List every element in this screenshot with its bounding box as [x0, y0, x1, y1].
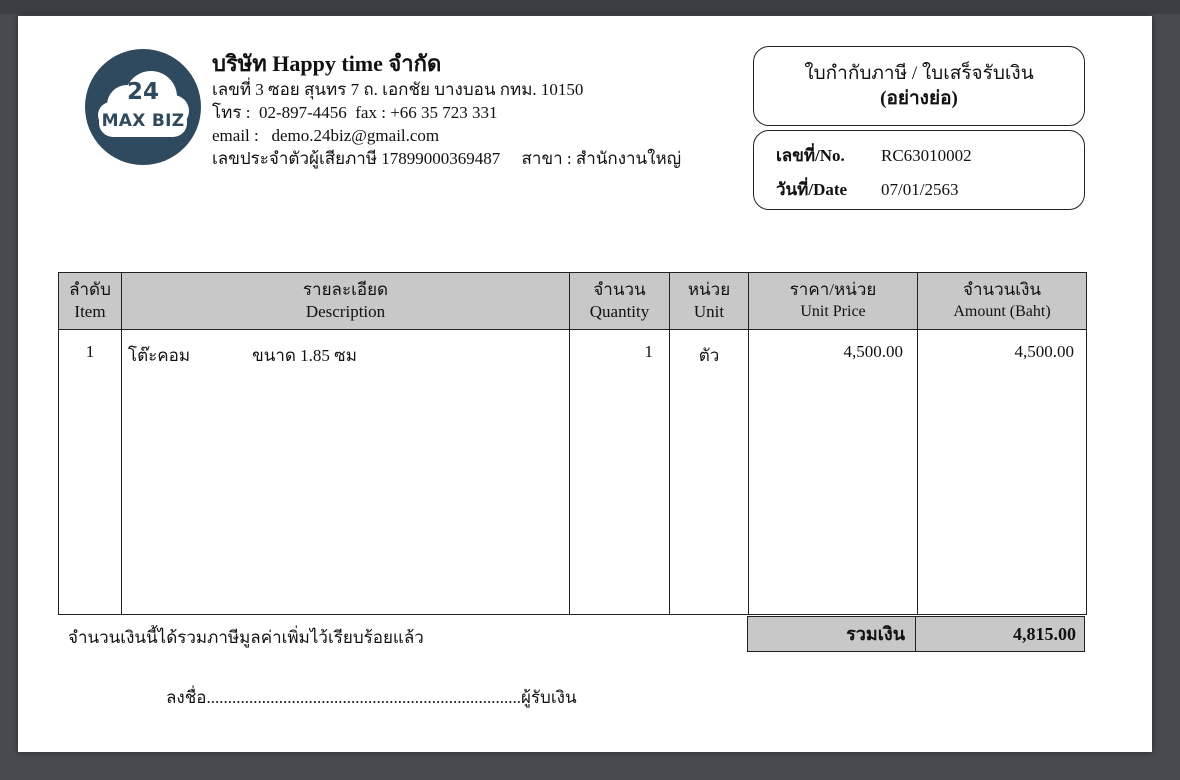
document-info-box [753, 130, 1085, 210]
signature-line: ลงชื่อ..........................................................................ผู้รับเงิน [166, 688, 577, 707]
document-date-row [776, 179, 958, 201]
header-quantity: จำนวน Quantity [570, 273, 670, 330]
header-item: ลำดับ Item [59, 273, 122, 330]
cell-amount: 4,500.00 [918, 330, 1087, 615]
company-phone: โทร : 02-897-4456 fax : +66 35 723 331 [212, 103, 498, 122]
document-number-value: RC63010002 [881, 146, 972, 165]
company-info [212, 50, 681, 170]
document-date-label: วันที่/Date [776, 180, 848, 199]
total-label: รวมเงิน [748, 617, 916, 651]
table-header-row [59, 273, 1087, 330]
items-table [58, 272, 1087, 615]
document-subtitle: (อย่างย่อ) [880, 88, 958, 109]
cell-quantity: 1 [570, 330, 670, 615]
header-unit: หน่วย Unit [670, 273, 749, 330]
total-box [747, 616, 1085, 652]
receipt-page [18, 16, 1152, 752]
document-date-value: 07/01/2563 [881, 180, 959, 199]
item-name: โต๊ะคอม [128, 346, 191, 365]
cell-item: 1 [59, 330, 122, 615]
cell-description [122, 330, 570, 615]
logo-number: 24 [126, 79, 159, 105]
document-title-box [753, 46, 1085, 126]
document-number-label: เลขที่/No. [776, 146, 845, 165]
document-title: ใบกำกับภาษี / ใบเสร็จรับเงิน [804, 63, 1034, 84]
company-email: email : demo.24biz@gmail.com [212, 126, 440, 145]
header-description: รายละเอียด Description [122, 273, 570, 330]
company-tax-id: เลขประจำตัวผู้เสียภาษี 17899000369487 สาขา : สำนักงานใหญ่ [212, 149, 682, 168]
header-unit-price: ราคา/หน่วย Unit Price [749, 273, 918, 330]
cell-unit: ตัว [670, 330, 749, 615]
document-number-row [776, 145, 972, 167]
viewer-top-bar [0, 0, 1180, 14]
cell-unit-price: 4,500.00 [749, 330, 918, 615]
vat-note: จำนวนเงินนี้ได้รวมภาษีมูลค่าเพิ่มไว้เรียบร้อยแล้ว [68, 628, 424, 647]
cloud-icon [85, 49, 201, 165]
total-value: 4,815.00 [1013, 624, 1076, 644]
company-name: บริษัท Happy time จำกัด [212, 51, 442, 76]
logo-text: MAX BIZ [101, 111, 185, 131]
company-address: เลขที่ 3 ซอย สุนทร 7 ถ. เอกชัย บางบอน กทม. 10150 [212, 80, 584, 99]
header-amount: จำนวนเงิน Amount (Baht) [918, 273, 1087, 330]
company-logo [85, 49, 201, 165]
item-size: ขนาด 1.85 ซม [252, 346, 357, 365]
table-row [59, 330, 1087, 615]
